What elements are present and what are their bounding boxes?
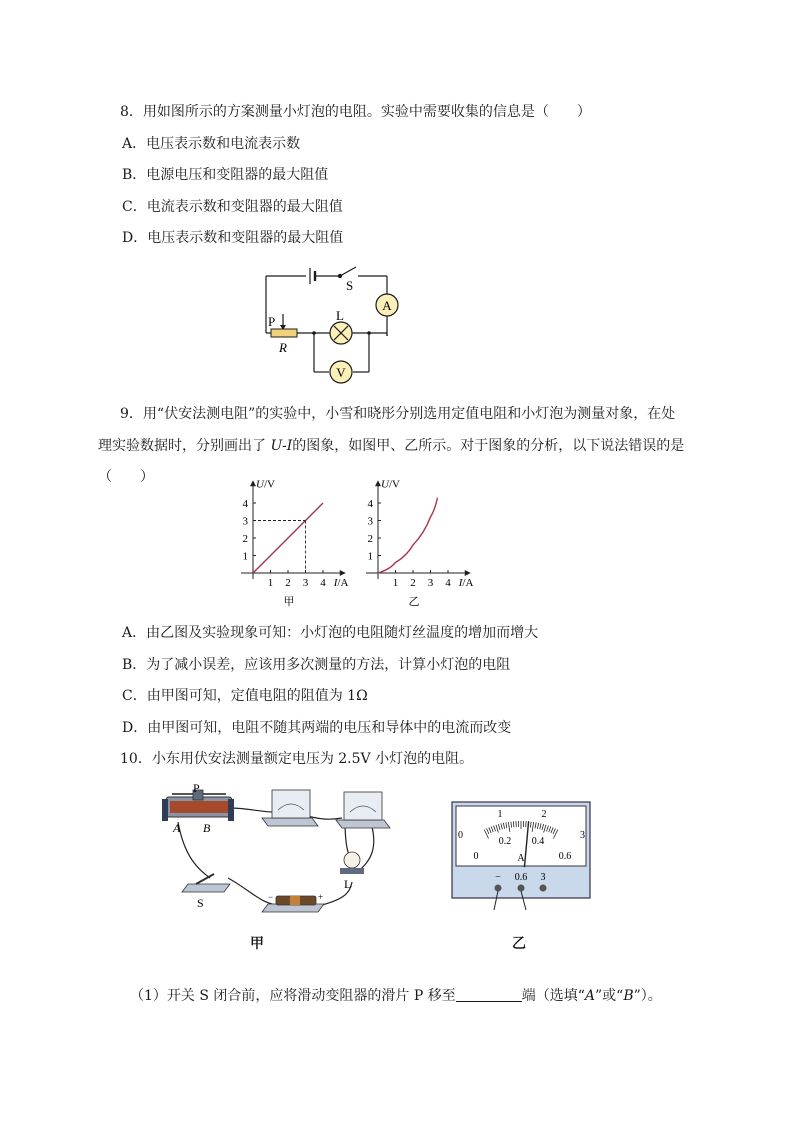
q9-line2-a: 理实验数据时，分别画出了 xyxy=(98,438,271,454)
dial-label-0-2: 0.2 xyxy=(498,836,512,847)
q8-stem: 8．用如图所示的方案测量小灯泡的电阻。实验中需要收集的信息是（ ） xyxy=(120,104,591,120)
y-tick-label: 2 xyxy=(242,533,248,545)
x-tick-label: 3 xyxy=(302,577,309,589)
terminal-label-3: 3 xyxy=(540,872,546,883)
q10-sub1-text-b: 端（选填“ xyxy=(521,988,585,1004)
slider-label: P xyxy=(268,314,276,329)
terminal-minus xyxy=(495,885,502,892)
terminal-label-0-6: 0.6 xyxy=(514,872,528,883)
q8-option-d: D．电压表示数和变阻器的最大阻值 xyxy=(122,230,344,246)
q9-line1: 9．用“伏安法测电阻”的实验中，小雪和晓彤分别选用定值电阻和小灯泡为测量对象，在处 xyxy=(120,406,676,422)
fig-label-s: S xyxy=(197,896,204,910)
q10-apparatus-figure xyxy=(150,778,390,918)
fig-label-minus: − xyxy=(268,892,274,902)
q8-circuit-diagram xyxy=(255,258,415,388)
dial-label-2: 2 xyxy=(541,809,547,820)
y-tick-label: 3 xyxy=(367,515,373,528)
x-tick-label: 3 xyxy=(427,577,434,589)
x-tick-label: 4 xyxy=(320,577,326,589)
x-tick-label: 2 xyxy=(410,577,416,589)
q10-sub1-text-a: （1）开关 S 闭合前，应将滑动变阻器的滑片 P 移至 xyxy=(130,988,456,1004)
ammeter-dial-figure xyxy=(450,800,595,912)
x-axis-arrow xyxy=(465,570,471,576)
rheostat-label: R xyxy=(279,340,287,355)
dial-label-0-4: 0.4 xyxy=(531,836,545,847)
y-tick-label: 2 xyxy=(367,533,373,545)
q8-option-c: C．电流表示数和变阻器的最大阻值 xyxy=(122,199,343,215)
q10-stem: 10．小东用伏安法测量额定电压为 2.5V 小灯泡的电阻。 xyxy=(120,751,474,767)
data-line xyxy=(378,498,438,573)
terminal-label-minus: − xyxy=(495,872,501,883)
q9-option-d: D．由甲图可知，电阻不随其两端的电压和导体中的电流而改变 xyxy=(122,720,512,736)
graph-jia xyxy=(241,478,348,608)
q10-sub1-text-mid: ”或“ xyxy=(595,988,624,1004)
fig-label-a: A xyxy=(173,821,181,835)
y-tick-label: 4 xyxy=(242,498,248,510)
q10-sub1 xyxy=(130,985,662,1005)
figure-caption-yi: 乙 xyxy=(512,936,526,952)
fig-label-p: P xyxy=(193,781,200,795)
x-axis-arrow xyxy=(340,570,346,576)
q10-sub1-choice-a: A xyxy=(584,988,596,1004)
dial-label-0-6-inner: 0.6 xyxy=(558,851,572,862)
fig-label-l: L xyxy=(344,877,352,891)
voltmeter-label: V xyxy=(336,365,346,380)
q9-line2 xyxy=(98,435,684,455)
dial-label-1: 1 xyxy=(497,809,503,820)
y-tick-label: 3 xyxy=(242,515,248,528)
graph-caption-jia: 甲 xyxy=(283,596,295,608)
y-tick-label: 1 xyxy=(242,550,248,563)
x-tick-label: 2 xyxy=(285,577,291,589)
q8-option-b: B．电源电压和变阻器的最大阻值 xyxy=(122,167,329,183)
q9-variable-ui: U-I xyxy=(270,438,293,454)
ammeter-label: A xyxy=(382,298,392,313)
data-line xyxy=(253,503,323,573)
x-axis-label: I/A xyxy=(458,577,474,589)
graph-caption-yi: 乙 xyxy=(408,596,420,608)
figure-caption-jia: 甲 xyxy=(250,936,264,952)
lamp-label: L xyxy=(336,308,344,323)
q9-line2-b: 的图象，如图甲、乙所示。对于图象的分析，以下说法错误的是 xyxy=(292,438,685,454)
q9-option-a: A．由乙图及实验现象可知：小灯泡的电阻随灯丝温度的增加而增大 xyxy=(122,625,539,641)
q8-option-a: A．电压表示数和电流表示数 xyxy=(122,136,301,152)
dial-unit: A xyxy=(517,853,525,864)
y-tick-label: 4 xyxy=(367,498,373,510)
answer-blank[interactable] xyxy=(456,987,522,1002)
q10-sub1-choice-b: B xyxy=(623,988,634,1004)
x-tick-label: 4 xyxy=(445,577,451,589)
dial-label-0-inner: 0 xyxy=(473,851,479,862)
dial-tick xyxy=(513,821,514,827)
y-tick-label: 1 xyxy=(367,550,373,563)
dial-label-3-outer: 3 xyxy=(580,830,585,841)
q9-option-c: C．由甲图可知，定值电阻的阻值为 1Ω xyxy=(122,688,368,704)
fig-label-plus: + xyxy=(318,892,324,902)
y-axis-label: U/V xyxy=(256,478,275,491)
x-tick-label: 1 xyxy=(267,577,274,589)
terminal-3 xyxy=(540,885,547,892)
terminal-0-6 xyxy=(518,885,525,892)
switch-label: S xyxy=(346,278,354,293)
fig-label-b: B xyxy=(203,821,211,835)
x-tick-label: 1 xyxy=(392,577,399,589)
q10-sub1-text-c: ”）。 xyxy=(633,988,662,1004)
dial-label-0-outer: 0 xyxy=(458,830,463,841)
q9-option-b: B．为了减小误差，应该用多次测量的方法，计算小灯泡的电阻 xyxy=(122,657,511,673)
q9-graphs xyxy=(230,478,480,616)
y-axis-label: U/V xyxy=(381,478,400,491)
graph-yi xyxy=(366,478,473,608)
x-axis-label: I/A xyxy=(333,577,349,589)
q9-line3: （ ） xyxy=(98,469,154,485)
